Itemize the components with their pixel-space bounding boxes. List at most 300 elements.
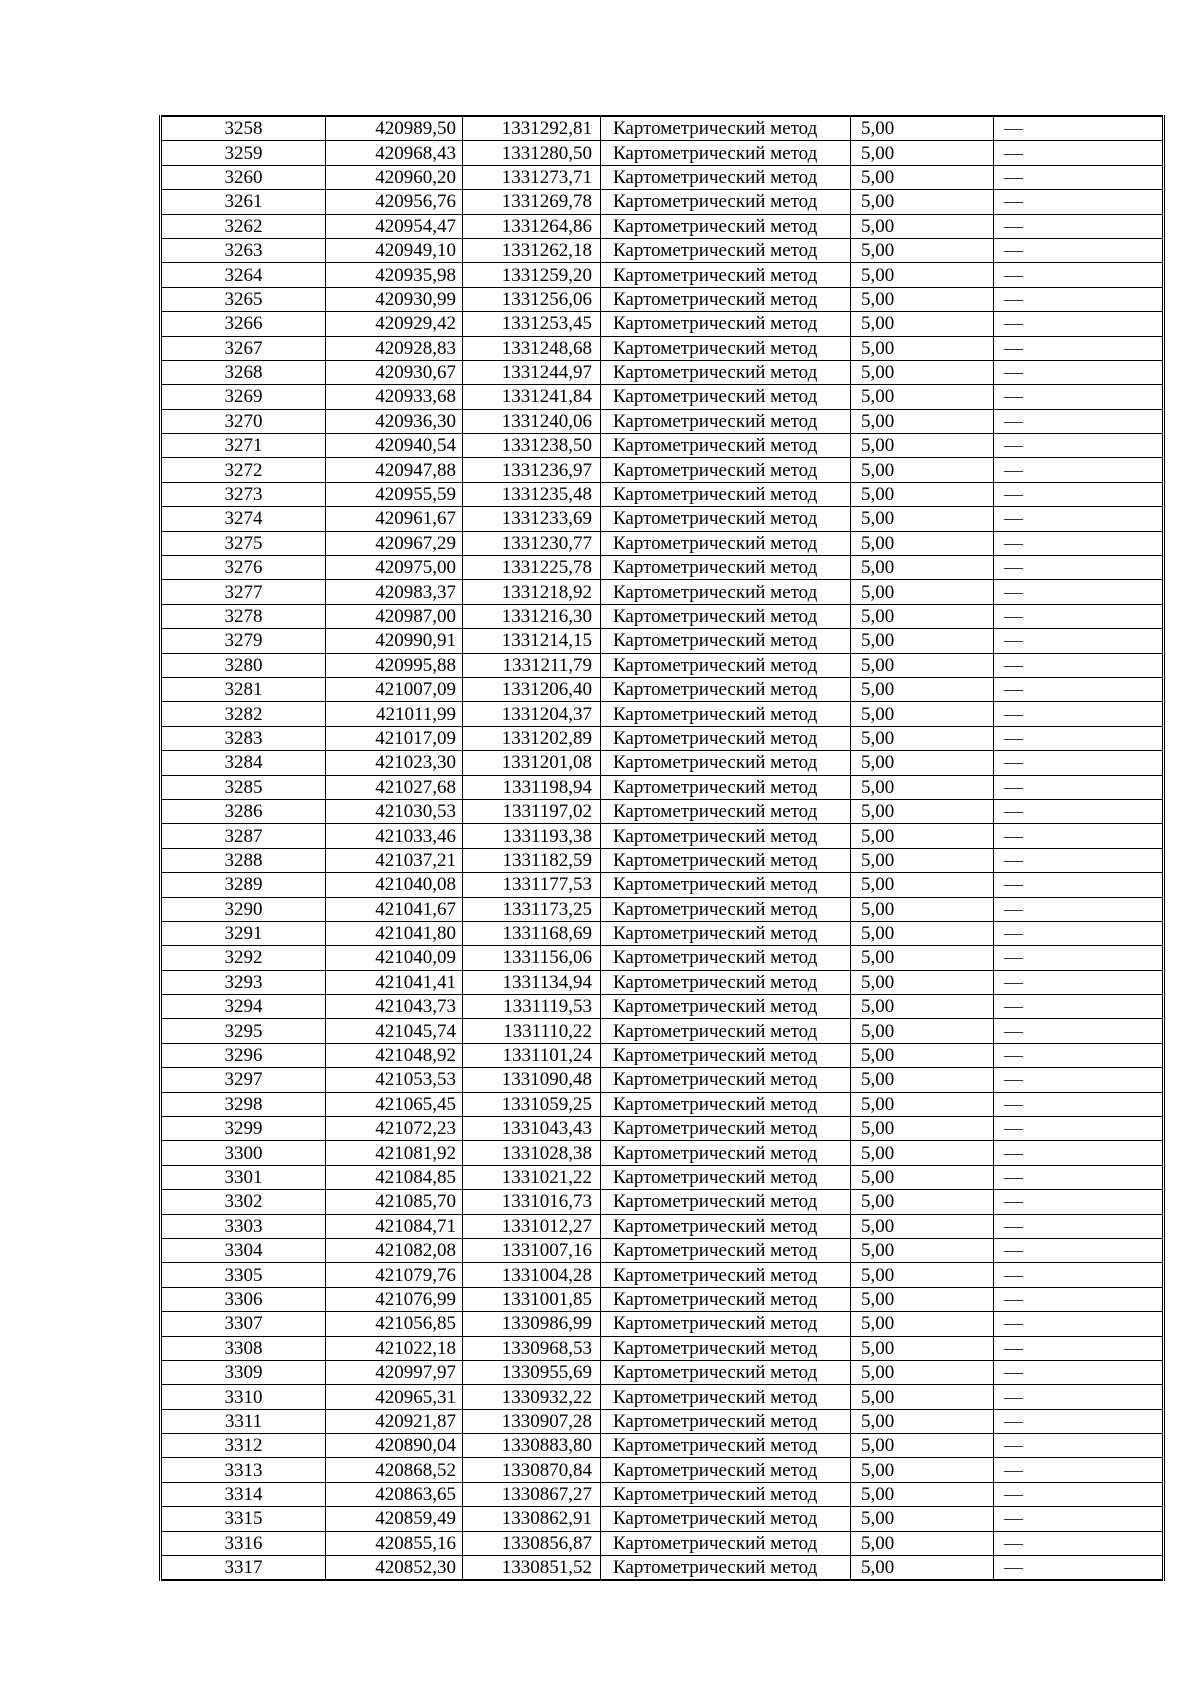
note-cell: — bbox=[994, 702, 1164, 726]
point-number-cell: 3287 bbox=[161, 824, 326, 848]
note-cell: — bbox=[994, 1287, 1164, 1311]
x-coordinate-cell: 421085,70 bbox=[326, 1190, 463, 1214]
accuracy-cell: 5,00 bbox=[851, 897, 994, 921]
accuracy-cell: 5,00 bbox=[851, 1263, 994, 1287]
note-cell: — bbox=[994, 1043, 1164, 1067]
x-coordinate-cell: 420935,98 bbox=[326, 263, 463, 287]
method-cell: Картометрический метод bbox=[601, 165, 851, 189]
accuracy-cell: 5,00 bbox=[851, 824, 994, 848]
point-number-cell: 3271 bbox=[161, 434, 326, 458]
x-coordinate-cell: 420930,99 bbox=[326, 287, 463, 311]
x-coordinate-cell: 420967,29 bbox=[326, 531, 463, 555]
method-cell: Картометрический метод bbox=[601, 1141, 851, 1165]
method-cell: Картометрический метод bbox=[601, 312, 851, 336]
y-coordinate-cell: 1331248,68 bbox=[463, 336, 601, 360]
point-number-cell: 3308 bbox=[161, 1336, 326, 1360]
point-number-cell: 3315 bbox=[161, 1507, 326, 1531]
table-row bbox=[161, 1019, 1164, 1043]
y-coordinate-cell: 1331134,94 bbox=[463, 970, 601, 994]
note-cell: — bbox=[994, 385, 1164, 409]
y-coordinate-cell: 1331218,92 bbox=[463, 580, 601, 604]
accuracy-cell: 5,00 bbox=[851, 312, 994, 336]
point-number-cell: 3300 bbox=[161, 1141, 326, 1165]
method-cell: Картометрический метод bbox=[601, 751, 851, 775]
table-row bbox=[161, 653, 1164, 677]
x-coordinate-cell: 421017,09 bbox=[326, 726, 463, 750]
accuracy-cell: 5,00 bbox=[851, 726, 994, 750]
point-number-cell: 3309 bbox=[161, 1360, 326, 1384]
point-number-cell: 3284 bbox=[161, 751, 326, 775]
method-cell: Картометрический метод bbox=[601, 385, 851, 409]
y-coordinate-cell: 1331206,40 bbox=[463, 677, 601, 701]
point-number-cell: 3295 bbox=[161, 1019, 326, 1043]
note-cell: — bbox=[994, 1263, 1164, 1287]
x-coordinate-cell: 420930,67 bbox=[326, 360, 463, 384]
table-row bbox=[161, 385, 1164, 409]
y-coordinate-cell: 1331198,94 bbox=[463, 775, 601, 799]
note-cell: — bbox=[994, 1434, 1164, 1458]
point-number-cell: 3269 bbox=[161, 385, 326, 409]
y-coordinate-cell: 1331021,22 bbox=[463, 1165, 601, 1189]
note-cell: — bbox=[994, 1507, 1164, 1531]
y-coordinate-cell: 1331216,30 bbox=[463, 604, 601, 628]
note-cell: — bbox=[994, 434, 1164, 458]
accuracy-cell: 5,00 bbox=[851, 580, 994, 604]
note-cell: — bbox=[994, 775, 1164, 799]
method-cell: Картометрический метод bbox=[601, 1434, 851, 1458]
method-cell: Картометрический метод bbox=[601, 1263, 851, 1287]
point-number-cell: 3273 bbox=[161, 482, 326, 506]
accuracy-cell: 5,00 bbox=[851, 1556, 994, 1581]
accuracy-cell: 5,00 bbox=[851, 921, 994, 945]
x-coordinate-cell: 421065,45 bbox=[326, 1092, 463, 1116]
note-cell: — bbox=[994, 629, 1164, 653]
point-number-cell: 3313 bbox=[161, 1458, 326, 1482]
table-row bbox=[161, 287, 1164, 311]
x-coordinate-cell: 421079,76 bbox=[326, 1263, 463, 1287]
method-cell: Картометрический метод bbox=[601, 1409, 851, 1433]
x-coordinate-cell: 421048,92 bbox=[326, 1043, 463, 1067]
table-row bbox=[161, 1312, 1164, 1336]
accuracy-cell: 5,00 bbox=[851, 263, 994, 287]
point-number-cell: 3285 bbox=[161, 775, 326, 799]
accuracy-cell: 5,00 bbox=[851, 1287, 994, 1311]
method-cell: Картометрический метод bbox=[601, 1482, 851, 1506]
table-row bbox=[161, 1458, 1164, 1482]
method-cell: Картометрический метод bbox=[601, 873, 851, 897]
y-coordinate-cell: 1330867,27 bbox=[463, 1482, 601, 1506]
accuracy-cell: 5,00 bbox=[851, 1336, 994, 1360]
x-coordinate-cell: 420936,30 bbox=[326, 409, 463, 433]
y-coordinate-cell: 1331197,02 bbox=[463, 799, 601, 823]
y-coordinate-cell: 1331259,20 bbox=[463, 263, 601, 287]
table-row bbox=[161, 751, 1164, 775]
table-row bbox=[161, 214, 1164, 238]
note-cell: — bbox=[994, 995, 1164, 1019]
accuracy-cell: 5,00 bbox=[851, 1043, 994, 1067]
accuracy-cell: 5,00 bbox=[851, 1238, 994, 1262]
table-row bbox=[161, 531, 1164, 555]
point-number-cell: 3276 bbox=[161, 556, 326, 580]
accuracy-cell: 5,00 bbox=[851, 116, 994, 141]
note-cell: — bbox=[994, 507, 1164, 531]
method-cell: Картометрический метод bbox=[601, 1507, 851, 1531]
table-row bbox=[161, 1190, 1164, 1214]
accuracy-cell: 5,00 bbox=[851, 702, 994, 726]
method-cell: Картометрический метод bbox=[601, 1312, 851, 1336]
y-coordinate-cell: 1330986,99 bbox=[463, 1312, 601, 1336]
accuracy-cell: 5,00 bbox=[851, 507, 994, 531]
note-cell: — bbox=[994, 1531, 1164, 1555]
method-cell: Картометрический метод bbox=[601, 970, 851, 994]
point-number-cell: 3268 bbox=[161, 360, 326, 384]
table-row bbox=[161, 263, 1164, 287]
accuracy-cell: 5,00 bbox=[851, 214, 994, 238]
table-row bbox=[161, 677, 1164, 701]
point-number-cell: 3260 bbox=[161, 165, 326, 189]
x-coordinate-cell: 421041,67 bbox=[326, 897, 463, 921]
method-cell: Картометрический метод bbox=[601, 1458, 851, 1482]
method-cell: Картометрический метод bbox=[601, 1385, 851, 1409]
point-number-cell: 3317 bbox=[161, 1556, 326, 1581]
note-cell: — bbox=[994, 165, 1164, 189]
table-row bbox=[161, 726, 1164, 750]
note-cell: — bbox=[994, 238, 1164, 262]
point-number-cell: 3302 bbox=[161, 1190, 326, 1214]
method-cell: Картометрический метод bbox=[601, 482, 851, 506]
method-cell: Картометрический метод bbox=[601, 190, 851, 214]
y-coordinate-cell: 1331119,53 bbox=[463, 995, 601, 1019]
method-cell: Картометрический метод bbox=[601, 556, 851, 580]
accuracy-cell: 5,00 bbox=[851, 1019, 994, 1043]
note-cell: — bbox=[994, 1068, 1164, 1092]
method-cell: Картометрический метод bbox=[601, 1214, 851, 1238]
accuracy-cell: 5,00 bbox=[851, 1092, 994, 1116]
x-coordinate-cell: 420956,76 bbox=[326, 190, 463, 214]
method-cell: Картометрический метод bbox=[601, 995, 851, 1019]
table-row bbox=[161, 995, 1164, 1019]
y-coordinate-cell: 1331090,48 bbox=[463, 1068, 601, 1092]
note-cell: — bbox=[994, 677, 1164, 701]
y-coordinate-cell: 1331004,28 bbox=[463, 1263, 601, 1287]
accuracy-cell: 5,00 bbox=[851, 1190, 994, 1214]
point-number-cell: 3266 bbox=[161, 312, 326, 336]
method-cell: Картометрический метод bbox=[601, 238, 851, 262]
x-coordinate-cell: 421033,46 bbox=[326, 824, 463, 848]
y-coordinate-cell: 1330968,53 bbox=[463, 1336, 601, 1360]
method-cell: Картометрический метод bbox=[601, 677, 851, 701]
y-coordinate-cell: 1331233,69 bbox=[463, 507, 601, 531]
point-number-cell: 3274 bbox=[161, 507, 326, 531]
note-cell: — bbox=[994, 482, 1164, 506]
accuracy-cell: 5,00 bbox=[851, 434, 994, 458]
table-row bbox=[161, 190, 1164, 214]
accuracy-cell: 5,00 bbox=[851, 409, 994, 433]
y-coordinate-cell: 1331028,38 bbox=[463, 1141, 601, 1165]
method-cell: Картометрический метод bbox=[601, 214, 851, 238]
table-row bbox=[161, 604, 1164, 628]
table-row bbox=[161, 360, 1164, 384]
table-row bbox=[161, 1409, 1164, 1433]
note-cell: — bbox=[994, 897, 1164, 921]
y-coordinate-cell: 1330851,52 bbox=[463, 1556, 601, 1581]
note-cell: — bbox=[994, 653, 1164, 677]
coordinates-table-page bbox=[159, 115, 1162, 1581]
accuracy-cell: 5,00 bbox=[851, 946, 994, 970]
note-cell: — bbox=[994, 1360, 1164, 1384]
y-coordinate-cell: 1330862,91 bbox=[463, 1507, 601, 1531]
point-number-cell: 3297 bbox=[161, 1068, 326, 1092]
method-cell: Картометрический метод bbox=[601, 1068, 851, 1092]
table-row bbox=[161, 556, 1164, 580]
point-number-cell: 3288 bbox=[161, 848, 326, 872]
y-coordinate-cell: 1331225,78 bbox=[463, 556, 601, 580]
y-coordinate-cell: 1331244,97 bbox=[463, 360, 601, 384]
method-cell: Картометрический метод bbox=[601, 921, 851, 945]
method-cell: Картометрический метод bbox=[601, 409, 851, 433]
accuracy-cell: 5,00 bbox=[851, 287, 994, 311]
accuracy-cell: 5,00 bbox=[851, 1507, 994, 1531]
accuracy-cell: 5,00 bbox=[851, 799, 994, 823]
method-cell: Картометрический метод bbox=[601, 141, 851, 165]
accuracy-cell: 5,00 bbox=[851, 751, 994, 775]
point-number-cell: 3280 bbox=[161, 653, 326, 677]
method-cell: Картометрический метод bbox=[601, 263, 851, 287]
table-row bbox=[161, 1263, 1164, 1287]
y-coordinate-cell: 1331269,78 bbox=[463, 190, 601, 214]
point-number-cell: 3264 bbox=[161, 263, 326, 287]
note-cell: — bbox=[994, 726, 1164, 750]
x-coordinate-cell: 421027,68 bbox=[326, 775, 463, 799]
accuracy-cell: 5,00 bbox=[851, 482, 994, 506]
note-cell: — bbox=[994, 141, 1164, 165]
y-coordinate-cell: 1331264,86 bbox=[463, 214, 601, 238]
method-cell: Картометрический метод bbox=[601, 946, 851, 970]
point-number-cell: 3307 bbox=[161, 1312, 326, 1336]
y-coordinate-cell: 1331280,50 bbox=[463, 141, 601, 165]
x-coordinate-cell: 421030,53 bbox=[326, 799, 463, 823]
note-cell: — bbox=[994, 751, 1164, 775]
y-coordinate-cell: 1331173,25 bbox=[463, 897, 601, 921]
method-cell: Картометрический метод bbox=[601, 1336, 851, 1360]
y-coordinate-cell: 1331177,53 bbox=[463, 873, 601, 897]
accuracy-cell: 5,00 bbox=[851, 848, 994, 872]
accuracy-cell: 5,00 bbox=[851, 1482, 994, 1506]
accuracy-cell: 5,00 bbox=[851, 190, 994, 214]
point-number-cell: 3292 bbox=[161, 946, 326, 970]
method-cell: Картометрический метод bbox=[601, 897, 851, 921]
method-cell: Картометрический метод bbox=[601, 1165, 851, 1189]
table-row bbox=[161, 580, 1164, 604]
method-cell: Картометрический метод bbox=[601, 507, 851, 531]
table-row bbox=[161, 1336, 1164, 1360]
y-coordinate-cell: 1331256,06 bbox=[463, 287, 601, 311]
point-number-cell: 3279 bbox=[161, 629, 326, 653]
accuracy-cell: 5,00 bbox=[851, 1141, 994, 1165]
method-cell: Картометрический метод bbox=[601, 287, 851, 311]
y-coordinate-cell: 1331012,27 bbox=[463, 1214, 601, 1238]
point-number-cell: 3310 bbox=[161, 1385, 326, 1409]
note-cell: — bbox=[994, 214, 1164, 238]
x-coordinate-cell: 420852,30 bbox=[326, 1556, 463, 1581]
point-number-cell: 3301 bbox=[161, 1165, 326, 1189]
table-row bbox=[161, 970, 1164, 994]
table-row bbox=[161, 1214, 1164, 1238]
table-row bbox=[161, 507, 1164, 531]
table-row bbox=[161, 1360, 1164, 1384]
y-coordinate-cell: 1331235,48 bbox=[463, 482, 601, 506]
y-coordinate-cell: 1331253,45 bbox=[463, 312, 601, 336]
point-number-cell: 3316 bbox=[161, 1531, 326, 1555]
table-row bbox=[161, 1165, 1164, 1189]
accuracy-cell: 5,00 bbox=[851, 604, 994, 628]
y-coordinate-cell: 1330856,87 bbox=[463, 1531, 601, 1555]
x-coordinate-cell: 420997,97 bbox=[326, 1360, 463, 1384]
table-row bbox=[161, 1556, 1164, 1581]
accuracy-cell: 5,00 bbox=[851, 775, 994, 799]
y-coordinate-cell: 1331110,22 bbox=[463, 1019, 601, 1043]
x-coordinate-cell: 421022,18 bbox=[326, 1336, 463, 1360]
table-row bbox=[161, 1287, 1164, 1311]
note-cell: — bbox=[994, 458, 1164, 482]
x-coordinate-cell: 420989,50 bbox=[326, 116, 463, 141]
accuracy-cell: 5,00 bbox=[851, 531, 994, 555]
note-cell: — bbox=[994, 1336, 1164, 1360]
point-number-cell: 3277 bbox=[161, 580, 326, 604]
y-coordinate-cell: 1331001,85 bbox=[463, 1287, 601, 1311]
method-cell: Картометрический метод bbox=[601, 1238, 851, 1262]
accuracy-cell: 5,00 bbox=[851, 1214, 994, 1238]
method-cell: Картометрический метод bbox=[601, 1287, 851, 1311]
y-coordinate-cell: 1331156,06 bbox=[463, 946, 601, 970]
accuracy-cell: 5,00 bbox=[851, 873, 994, 897]
table-row bbox=[161, 482, 1164, 506]
x-coordinate-cell: 420975,00 bbox=[326, 556, 463, 580]
note-cell: — bbox=[994, 336, 1164, 360]
x-coordinate-cell: 421023,30 bbox=[326, 751, 463, 775]
accuracy-cell: 5,00 bbox=[851, 238, 994, 262]
x-coordinate-cell: 421056,85 bbox=[326, 1312, 463, 1336]
x-coordinate-cell: 421037,21 bbox=[326, 848, 463, 872]
point-number-cell: 3281 bbox=[161, 677, 326, 701]
y-coordinate-cell: 1331202,89 bbox=[463, 726, 601, 750]
y-coordinate-cell: 1331230,77 bbox=[463, 531, 601, 555]
accuracy-cell: 5,00 bbox=[851, 1165, 994, 1189]
x-coordinate-cell: 421076,99 bbox=[326, 1287, 463, 1311]
accuracy-cell: 5,00 bbox=[851, 653, 994, 677]
x-coordinate-cell: 420863,65 bbox=[326, 1482, 463, 1506]
note-cell: — bbox=[994, 1556, 1164, 1581]
x-coordinate-cell: 421072,23 bbox=[326, 1117, 463, 1141]
table-row bbox=[161, 702, 1164, 726]
note-cell: — bbox=[994, 1117, 1164, 1141]
x-coordinate-cell: 420990,91 bbox=[326, 629, 463, 653]
method-cell: Картометрический метод bbox=[601, 360, 851, 384]
point-number-cell: 3314 bbox=[161, 1482, 326, 1506]
note-cell: — bbox=[994, 116, 1164, 141]
method-cell: Картометрический метод bbox=[601, 653, 851, 677]
accuracy-cell: 5,00 bbox=[851, 970, 994, 994]
table-row bbox=[161, 799, 1164, 823]
method-cell: Картометрический метод bbox=[601, 1019, 851, 1043]
table-row bbox=[161, 141, 1164, 165]
x-coordinate-cell: 420955,59 bbox=[326, 482, 463, 506]
x-coordinate-cell: 420933,68 bbox=[326, 385, 463, 409]
method-cell: Картометрический метод bbox=[601, 1117, 851, 1141]
table-row bbox=[161, 458, 1164, 482]
y-coordinate-cell: 1330870,84 bbox=[463, 1458, 601, 1482]
x-coordinate-cell: 421007,09 bbox=[326, 677, 463, 701]
accuracy-cell: 5,00 bbox=[851, 629, 994, 653]
y-coordinate-cell: 1331238,50 bbox=[463, 434, 601, 458]
accuracy-cell: 5,00 bbox=[851, 165, 994, 189]
point-number-cell: 3263 bbox=[161, 238, 326, 262]
table-row bbox=[161, 1531, 1164, 1555]
point-number-cell: 3296 bbox=[161, 1043, 326, 1067]
method-cell: Картометрический метод bbox=[601, 1360, 851, 1384]
table-row bbox=[161, 1043, 1164, 1067]
point-number-cell: 3267 bbox=[161, 336, 326, 360]
accuracy-cell: 5,00 bbox=[851, 1117, 994, 1141]
note-cell: — bbox=[994, 824, 1164, 848]
note-cell: — bbox=[994, 1019, 1164, 1043]
note-cell: — bbox=[994, 604, 1164, 628]
point-number-cell: 3282 bbox=[161, 702, 326, 726]
x-coordinate-cell: 420968,43 bbox=[326, 141, 463, 165]
note-cell: — bbox=[994, 556, 1164, 580]
x-coordinate-cell: 420921,87 bbox=[326, 1409, 463, 1433]
y-coordinate-cell: 1331273,71 bbox=[463, 165, 601, 189]
table-row bbox=[161, 629, 1164, 653]
method-cell: Картометрический метод bbox=[601, 458, 851, 482]
x-coordinate-cell: 421043,73 bbox=[326, 995, 463, 1019]
note-cell: — bbox=[994, 1092, 1164, 1116]
table-row bbox=[161, 1434, 1164, 1458]
table-row bbox=[161, 165, 1164, 189]
y-coordinate-cell: 1331241,84 bbox=[463, 385, 601, 409]
x-coordinate-cell: 420947,88 bbox=[326, 458, 463, 482]
point-number-cell: 3258 bbox=[161, 116, 326, 141]
x-coordinate-cell: 421011,99 bbox=[326, 702, 463, 726]
note-cell: — bbox=[994, 921, 1164, 945]
table-row bbox=[161, 1507, 1164, 1531]
method-cell: Картометрический метод bbox=[601, 702, 851, 726]
x-coordinate-cell: 420890,04 bbox=[326, 1434, 463, 1458]
point-number-cell: 3305 bbox=[161, 1263, 326, 1287]
accuracy-cell: 5,00 bbox=[851, 458, 994, 482]
point-number-cell: 3294 bbox=[161, 995, 326, 1019]
y-coordinate-cell: 1331201,08 bbox=[463, 751, 601, 775]
point-number-cell: 3286 bbox=[161, 799, 326, 823]
point-number-cell: 3299 bbox=[161, 1117, 326, 1141]
x-coordinate-cell: 420868,52 bbox=[326, 1458, 463, 1482]
accuracy-cell: 5,00 bbox=[851, 1434, 994, 1458]
point-number-cell: 3298 bbox=[161, 1092, 326, 1116]
note-cell: — bbox=[994, 580, 1164, 604]
y-coordinate-cell: 1331043,43 bbox=[463, 1117, 601, 1141]
note-cell: — bbox=[994, 1165, 1164, 1189]
point-number-cell: 3270 bbox=[161, 409, 326, 433]
y-coordinate-cell: 1331204,37 bbox=[463, 702, 601, 726]
x-coordinate-cell: 421053,53 bbox=[326, 1068, 463, 1092]
y-coordinate-cell: 1331211,79 bbox=[463, 653, 601, 677]
method-cell: Картометрический метод bbox=[601, 336, 851, 360]
method-cell: Картометрический метод bbox=[601, 434, 851, 458]
x-coordinate-cell: 421041,41 bbox=[326, 970, 463, 994]
note-cell: — bbox=[994, 848, 1164, 872]
y-coordinate-cell: 1331016,73 bbox=[463, 1190, 601, 1214]
table-row bbox=[161, 409, 1164, 433]
